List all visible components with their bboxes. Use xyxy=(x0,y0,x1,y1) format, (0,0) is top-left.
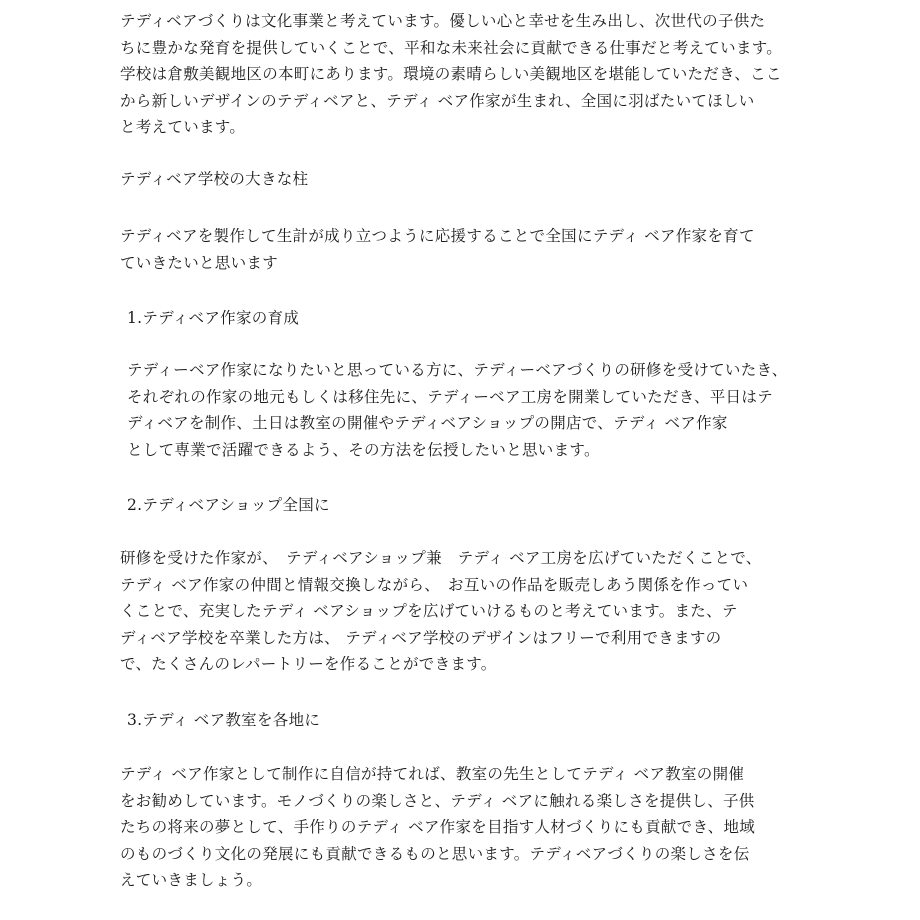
section1-line: として専業で活躍できるよう、その方法を伝授したいと思います。 xyxy=(127,440,600,459)
section3-paragraph xyxy=(120,761,800,894)
section2-line: で、たくさんのレパートリーを作ることができます。 xyxy=(120,655,497,673)
intro-line: テディベアづくりは文化事業と考えています。優しい心と幸せを生み出し、次世代の子供た xyxy=(120,12,766,30)
section2-paragraph xyxy=(120,545,800,678)
section3-line: えていきましょう。 xyxy=(120,871,263,889)
section3-line: たちの将来の夢として、手作りのテディ ベア作家を目指す人材づくりにも貢献でき、地域 xyxy=(120,818,756,836)
section3-line: テディ ベア作家として制作に自信が持てれば、教室の先生としてテディ ベア教室の開催 xyxy=(120,765,745,783)
section1-title: 1.テディベア作家の育成 xyxy=(127,309,300,327)
intro-line: から新しいデザインのテディベアと、テディ ベア作家が生まれ、全国に羽ばたいてほしい xyxy=(120,91,755,110)
intro-line: と考えています。 xyxy=(120,118,246,136)
intro-line: ちに豊かな発育を提供していくことで、平和な未来社会に貢献できる仕事だと考えています。 xyxy=(120,38,783,57)
pillars-paragraph xyxy=(120,223,800,276)
section2-line: ディベア学校を卒業した方は、 テディベア学校のデザインはフリーで利用できますの xyxy=(120,628,722,647)
section2-line: テディ ベア作家の仲間と情報交換しながら、 お互いの作品を販売しあう関係を作ってい xyxy=(120,575,749,594)
pillars-line: テディベアを製作して生計が成り立つように応援することで全国にテディ ベア作家を育て xyxy=(120,227,755,245)
section1-line: テディーベア作家になりたいと思っている方に、テディーベアづくりの研修を受けていたき、 xyxy=(127,361,788,379)
section2-title: 2.テディベアショップ全国に xyxy=(127,496,330,514)
section1-paragraph xyxy=(127,357,807,463)
section3-line: をお勧めしています。モノづくりの楽しさと、テディ ベアに触れる楽しさを提供し、子供 xyxy=(120,791,755,810)
section1-line: それぞれの作家の地元もしくは移住先に、テディーベア工房を開業していただき、平日はテ xyxy=(127,387,773,406)
pillars-heading: テディベア学校の大きな柱 xyxy=(120,170,309,188)
section3-title: 3.テディ ベア教室を各地に xyxy=(127,711,321,729)
section2-line: くことで、充実したテディ ベアショップを広げていけるものと考えています。また、テ xyxy=(120,602,738,620)
section2-line: 研修を受けた作家が、 テディベアショップ兼 テディ ベア工房を広げていただくことで、 xyxy=(120,549,762,567)
intro-line: 学校は倉敷美観地区の本町にあります。環境の素晴らしい美観地区を堪能していただき、ここ xyxy=(120,65,782,83)
intro-paragraph xyxy=(120,8,800,141)
pillars-line: ていきたいと思います xyxy=(120,253,279,272)
section3-line: のものづくり文化の発展にも貢献できるものと思います。テディベアづくりの楽しさを伝 xyxy=(120,844,750,863)
section1-line: ディベアを制作、土日は教室の開催やテディベアショップの開店で、テディ ベア作家 xyxy=(127,414,728,432)
